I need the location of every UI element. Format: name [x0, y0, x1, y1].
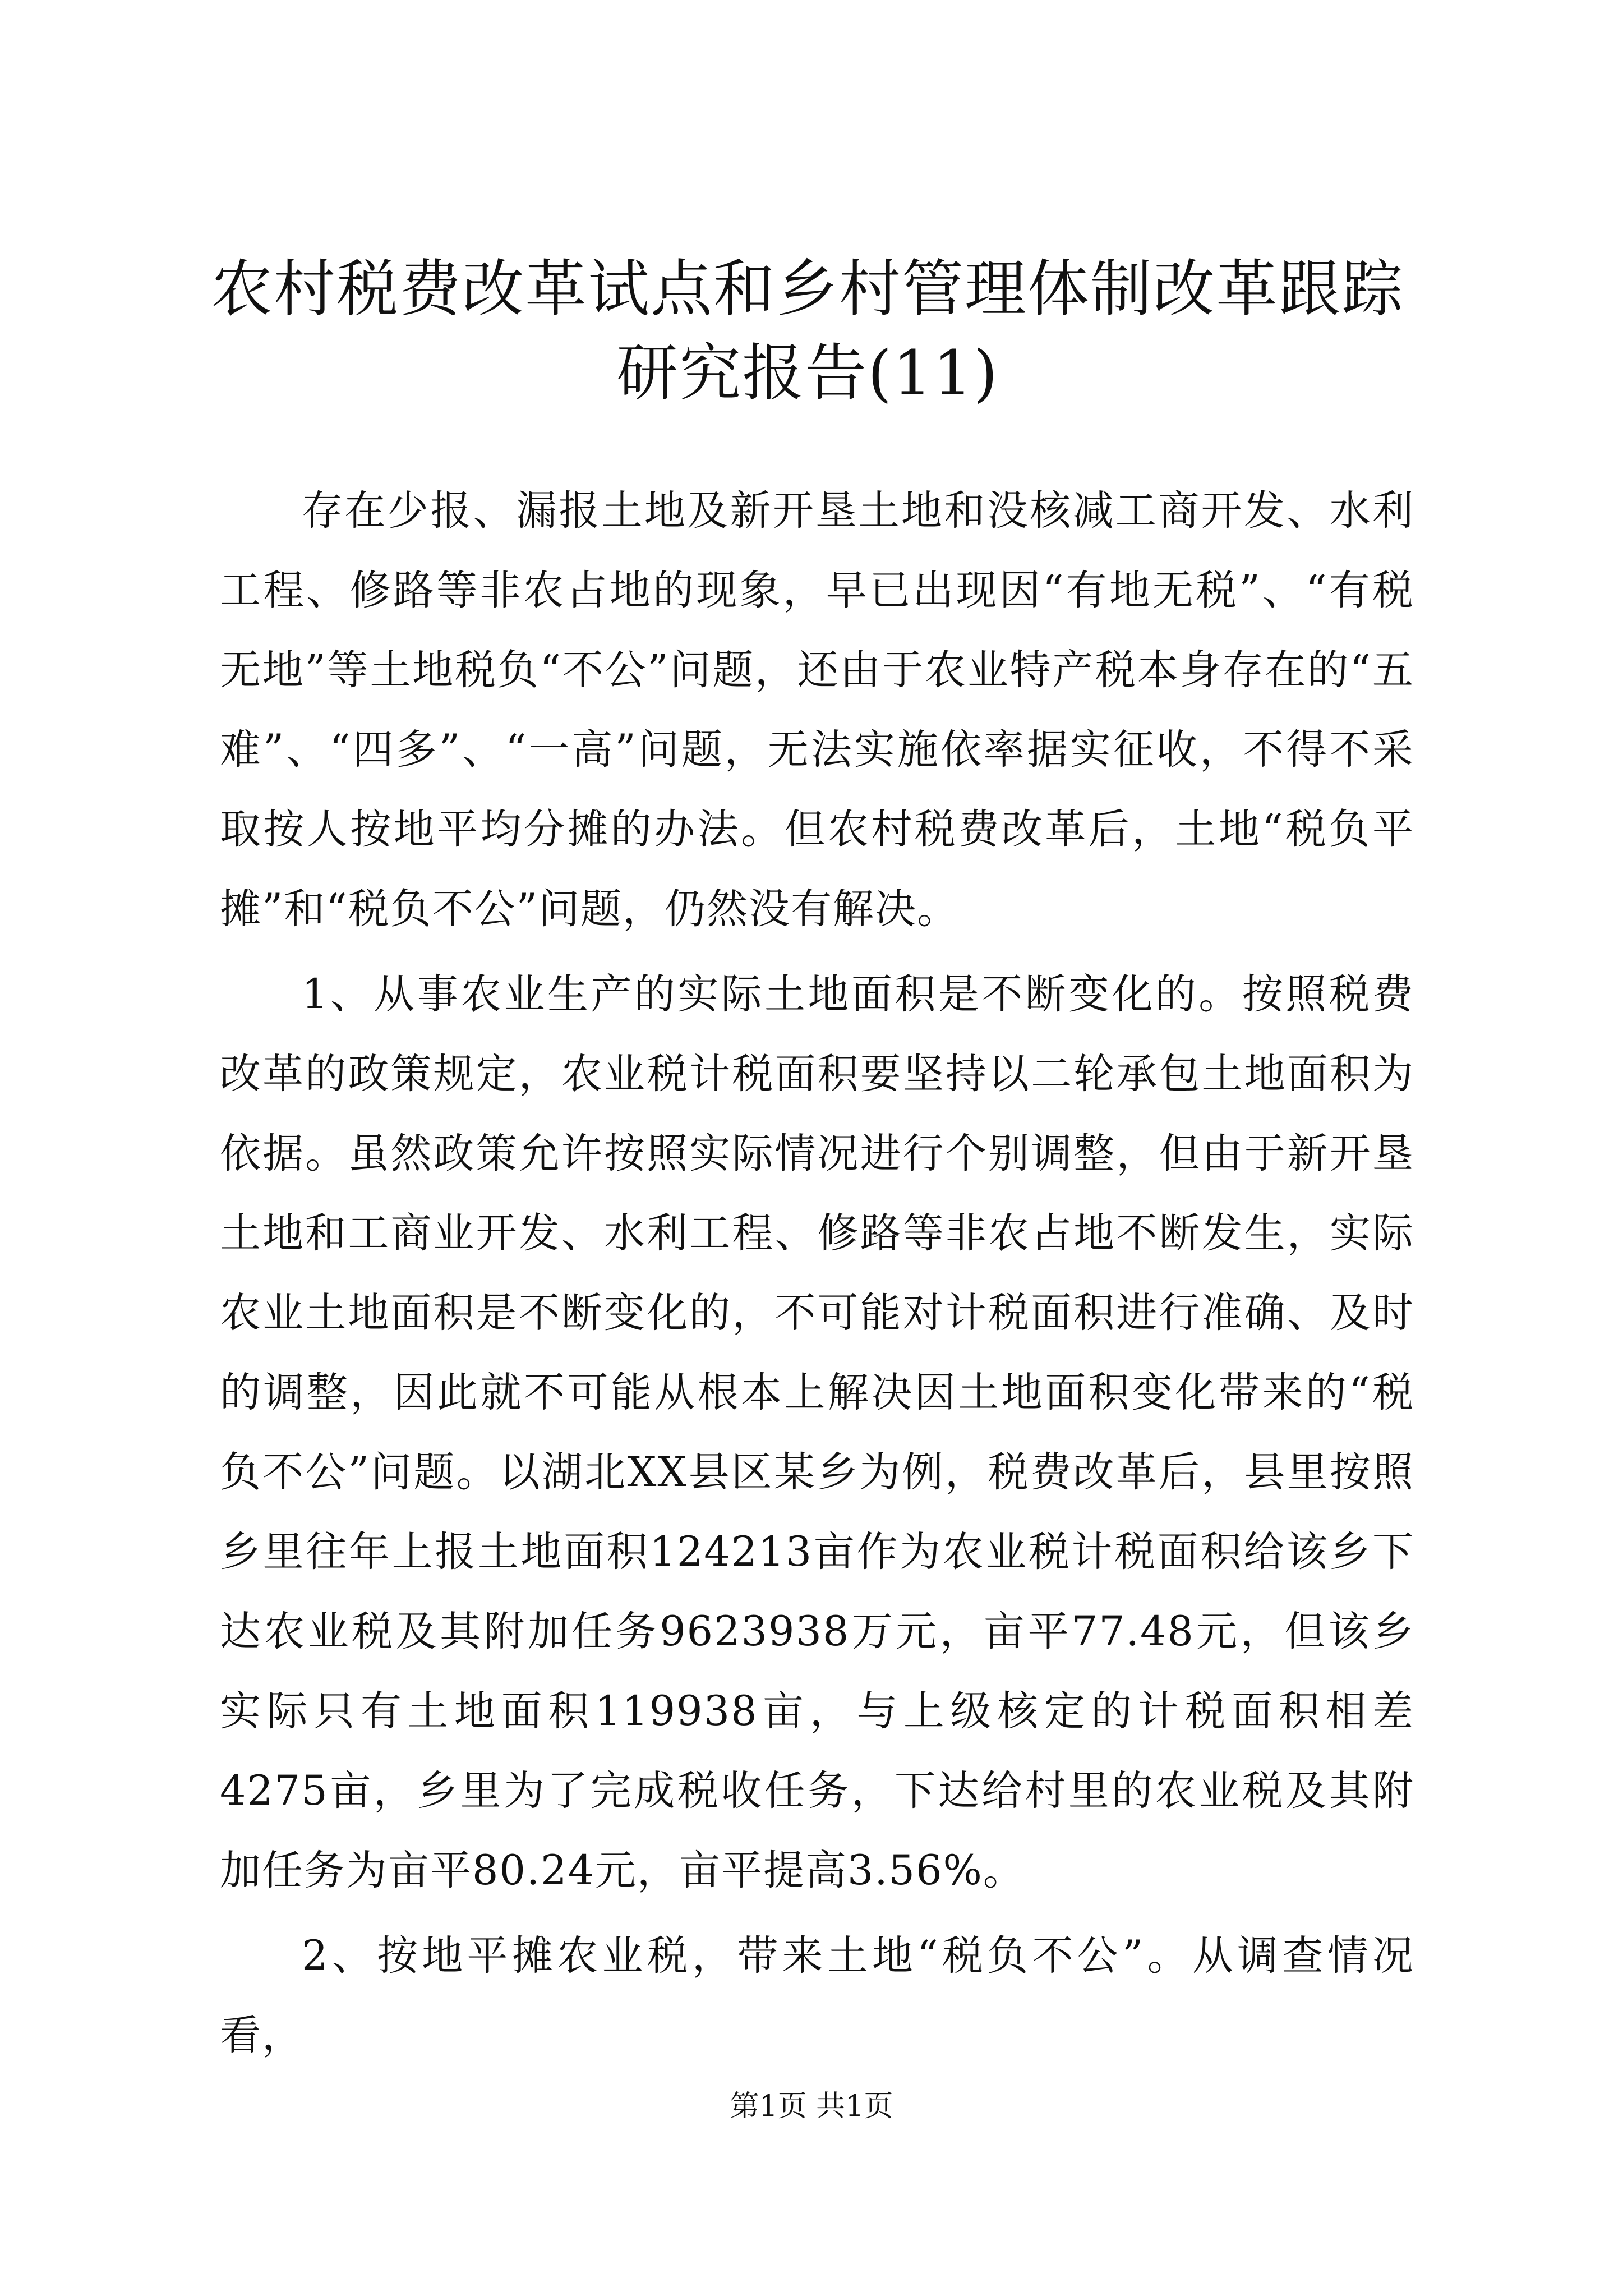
- paragraph: 1、从事农业生产的实际土地面积是不断变化的。按照税费改革的政策规定，农业税计税面积要坚持以二轮承包土地面积为依据。虽然政策允许按照实际情况进行个别调整，但由于新开垦土地和工商业开发、水利工程、修路等非农占地不断发生，实际农业土地面积是不断变化的，不可能对计税面积进行准确、及时的调整，因此就不可能从根本上解决因土地面积变化带来的“税负不公”问题。以湖北XX县区某乡为例，税费改革后，县里按照乡里往年上报土地面积124213亩作为农业税计税面积给该乡下达农业税及其附加任务9623938万元，亩平77.48元，但该乡实际只有土地面积119938亩，与上级核定的计税面积相差4275亩，乡里为了完成税收任务，下达给村里的农业税及其附加任务为亩平80.24元，亩平提高3.56%。: [220, 970, 1414, 1894]
- page-footer: 第1页 共1页: [730, 2090, 893, 2123]
- paragraph: 存在少报、漏报土地及新开垦土地和没核减工商开发、水利工程、修路等非农占地的现象，早已出现因“有地无税”、“有税无地”等土地税负“不公”问题，还由于农业特产税本身存在的“五难”、“四多”、“一高”问题，无法实施依率据实征收，不得不采取按人按地平均分摊的办法。但农村税费改革后，土地“税负平摊”和“税负不公”问题，仍然没有解决。: [220, 487, 1414, 933]
- paragraph: 2、按地平摊农业税，带来土地“税负不公”。从调查情况看，: [220, 1932, 1414, 2059]
- document-body: [220, 471, 1414, 2081]
- document-title: 农村税费改革试点和乡村管理体制改革跟踪研究报告(11): [211, 253, 1404, 409]
